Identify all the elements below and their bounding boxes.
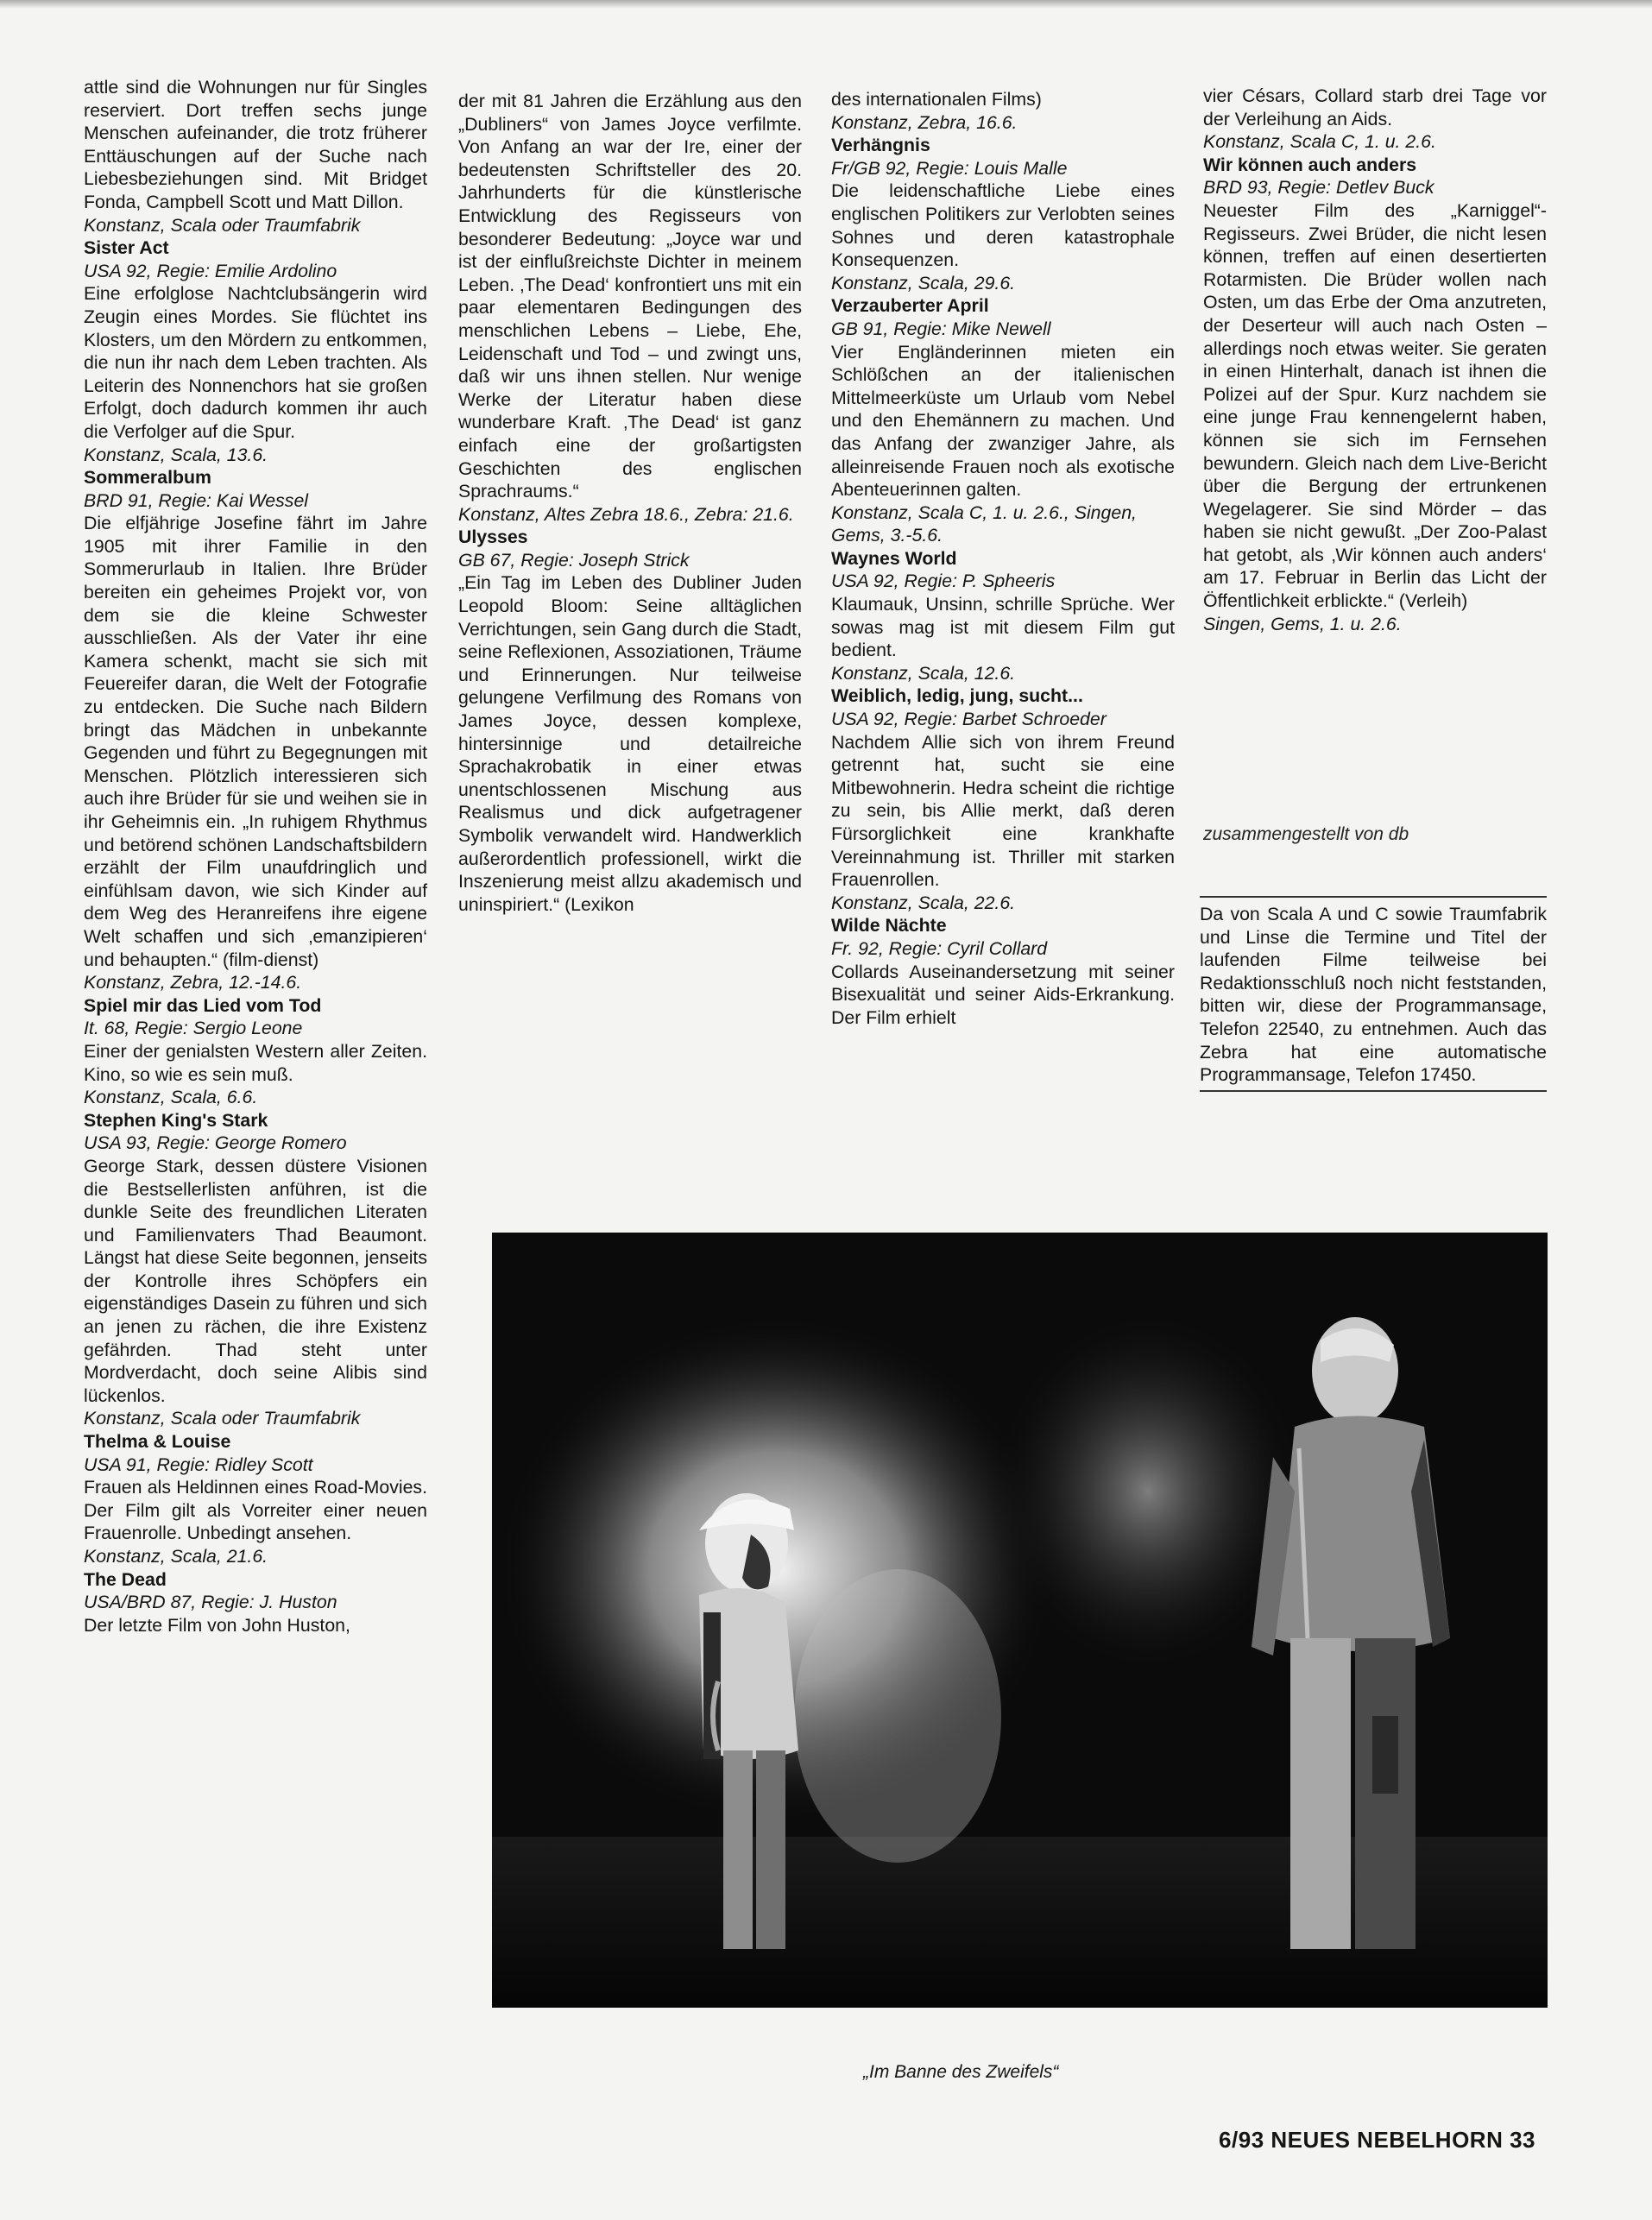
film-meta: BRD 91, Regie: Kai Wessel <box>84 489 309 511</box>
film-venue: Konstanz, Scala, 21.6. <box>84 1546 268 1567</box>
film-description: George Stark, dessen düstere Visionen die Bestsellerlisten anführen, ist die dunkle Seite des freundlichen Literaten und Familienvaters Thad Beaumont. Längst hat diese Seite begonnen, jenseits der Kontrolle ihres Schöpfers ein eigenständiges Dasein zu führen und sich an jenen zu rächen, die ihre Existenz gefährden. Thad steht unter Mordverdacht, doch seine Alibis sind lückenlos. <box>84 1155 427 1406</box>
film-description: Klaumauk, Unsinn, schrille Sprüche. Wer sowas mag ist mit diesem Film gut bedient. <box>831 594 1175 661</box>
film-description: Die leidenschaftliche Liebe eines englischen Politikers zur Verlobten seines Sohnes und deren katastrophale Konsequenzen. <box>831 180 1175 271</box>
film-title: Stephen King's Stark <box>84 1109 268 1131</box>
film-still-photo <box>492 1233 1548 2008</box>
film-venue: Konstanz, Scala, 29.6. <box>831 272 1016 293</box>
film-title: Verhängnis <box>831 135 930 156</box>
film-title: Wilde Nächte <box>831 915 947 937</box>
film-venue: Konstanz, Scala C, 1. u. 2.6., Singen, Gems, 3.-5.6. <box>831 501 1137 546</box>
film-description: Nachdem Allie sich von ihrem Freund getrennt hat, sucht sie eine Mitbewohnerin. Hedra scheint die richtige zu sein, bis Allie merkt, daß deren Fürsorglichkeit eine krankhafte Vereinnahmung ist. Thriller mit starken Frauenrollen. <box>831 731 1175 891</box>
column-2 <box>458 90 802 916</box>
film-title: Sommeralbum <box>84 467 211 489</box>
film-meta: USA 92, Regie: Emilie Ardolino <box>84 260 337 281</box>
film-title: The Dead <box>84 1568 167 1590</box>
film-meta: USA/BRD 87, Regie: J. Huston <box>84 1592 337 1613</box>
film-venue: Konstanz, Scala, 6.6. <box>84 1087 258 1108</box>
film-venue: Singen, Gems, 1. u. 2.6. <box>1203 613 1402 634</box>
program-notice: Da von Scala A und C sowie Traumfabrik und Linse die Termine und Titel der laufenden Filme teilweise bei Redaktionsschluß noch nicht feststanden, bitten wir, diese der Programmansage, Telefon 22540, zu entnehmen. Auch das Zebra hat eine automatische Programmansage, Telefon 17450. <box>1200 896 1547 1092</box>
col3-intro: des internationalen Films) <box>831 89 1042 110</box>
film-title: Wir können auch anders <box>1203 154 1417 175</box>
film-description: Der letzte Film von John Huston, <box>84 1614 350 1636</box>
col4-intro-venue: Konstanz, Scala C, 1. u. 2.6. <box>1203 131 1436 153</box>
film-title: Ulysses <box>458 527 528 548</box>
column-4 <box>1203 85 1547 635</box>
film-description: Collards Auseinandersetzung mit seiner Bisexualität und seiner Aids-Erkrankung. Der Film erhielt <box>831 961 1175 1028</box>
column-3 <box>831 88 1175 1029</box>
film-description: Frauen als Heldinnen eines Road-Movies. Der Film gilt als Vorreiter einer neuen Frauenrolle. Unbedingt ansehen. <box>84 1477 427 1544</box>
film-meta: GB 91, Regie: Mike Newell <box>831 318 1051 339</box>
col2-intro: der mit 81 Jahren die Erzählung aus den „Dubliners“ von James Joyce verfilmte. Von Anfang an war der Ire, einer der bedeutensten Schriftsteller des 20. Jahrhunderts für die künstlerische Entwicklung des Regisseurs von besonderer Bedeutung: „Joyce war und ist der einflußreichste Dichter in meinem Leben. ‚The Dead‘ konfrontiert uns mit ein paar elementaren Bedingungen des menschlichen Lebens – Liebe, Ehe, Leidenschaft und Tod – und zwingt uns, daß wir uns ihnen stellen. Nur wenige Werke der Literatur haben diese wunderbare Kraft. ‚The Dead‘ ist ganz einfach eine der großartigsten Geschichten des englischen Sprachraums.“ <box>458 91 802 502</box>
col2-intro-venue: Konstanz, Altes Zebra 18.6., Zebra: 21.6. <box>458 503 794 525</box>
film-title: Sister Act <box>84 237 169 259</box>
col3-intro-venue: Konstanz, Zebra, 16.6. <box>831 111 1018 133</box>
film-description: Einer der genialsten Western aller Zeiten. Kino, so wie es sein muß. <box>84 1040 427 1085</box>
page-top-edge <box>0 0 1652 9</box>
film-meta: USA 92, Regie: P. Spheeris <box>831 571 1056 592</box>
film-meta: Fr/GB 92, Regie: Louis Malle <box>831 157 1068 179</box>
film-description: Die elfjährige Josefine fährt im Jahre 1905 mit ihrer Familie in den Sommerurlaub in Italien. Ihre Brüder bereiten ein geheimes Projekt vor, von dem sie die kleine Schwester ausschließen. Als der Vater ihr eine Kamera schenkt, macht sie sich mit Feuereifer daran, die Welt der Fotografie zu entdecken. Die Suche nach Bildern bringt das Mädchen in unbekannte Gegenden und führt zu Begegnungen mit Menschen. Plötzlich interessieren sich auch ihre Brüder für sie und weihen sie in ihr Geheimnis ein. „In ruhigem Rhythmus und betörend schönen Landschaftsbildern erzählt der Film unaufdringlich und einfühlsam davon, wie sich Kinder auf dem Weg des Heranreifens ihre eigene Welt schaffen und sich ‚emanzipieren‘ und behaupten.“ (film-dienst) <box>84 513 427 970</box>
film-meta: USA 91, Regie: Ridley Scott <box>84 1454 313 1475</box>
film-title: Verzauberter April <box>831 295 989 317</box>
film-still-image <box>492 1233 1548 2008</box>
film-description: Neuester Film des „Karniggel“-Regisseurs. Zwei Brüder, die nicht lesen können, treffen auf einen desertierten Rotarmisten. Die Brüder wollen nach Osten, um das Erbe der Oma anzutreten, der Deserteur will auch nach Osten – allerdings noch etwas weiter. Sie geraten in einen Hinterhalt, danach ist ihnen die Polizei auf der Spur. Kurz nachdem sie eine junge Frau kennengelernt haben, können sie sich im Fernsehen bewundern. Gleich nach dem Live-Bericht über die Bergung der ertrunkenen Wegelagerer. Sie sind Mörder – das haben sie nicht gewußt. „Der Zoo-Palast hat getobt, als ‚Wir können auch anders‘ am 17. Februar in Berlin das Licht der Öffentlichkeit erblickte.“ (Verleih) <box>1203 199 1547 612</box>
col1-intro-venue: Konstanz, Scala oder Traumfabrik <box>84 214 361 236</box>
film-title: Weiblich, ledig, jung, sucht... <box>831 685 1083 707</box>
column-1 <box>84 76 427 1637</box>
film-meta: GB 67, Regie: Joseph Strick <box>458 549 690 571</box>
film-title: Spiel mir das Lied vom Tod <box>84 994 322 1016</box>
film-description: Eine erfolglose Nachtclubsängerin wird Zeugin eines Mordes. Sie flüchtet ins Klosters, um den Mördern zu entkommen, die nun ihr nach dem Leben trachten. Als Leiterin des Nonnenchors hat sie großen Erfolgt, doch dadurch kommen ihr auch die Verfolger auf die Spur. <box>84 283 427 442</box>
film-title: Waynes World <box>831 547 957 569</box>
page-footer: 6/93 NEUES NEBELHORN 33 <box>1219 2127 1535 2153</box>
col1-intro: attle sind die Wohnungen nur für Singles reserviert. Dort treffen sechs junge Menschen aufeinander, die trotz früherer Enttäuschungen auf der Suche nach Liebesbeziehungen sind. Mit Bridget Fonda, Campbell Scott und Matt Dillon. <box>84 77 427 212</box>
film-meta: USA 92, Regie: Barbet Schroeder <box>831 709 1107 730</box>
film-venue: Konstanz, Scala, 12.6. <box>831 662 1016 684</box>
compiled-by: zusammengestellt von db <box>1203 824 1409 844</box>
photo-caption: „Im Banne des Zweifels“ <box>863 2062 1059 2082</box>
film-meta: BRD 93, Regie: Detlev Buck <box>1203 177 1434 199</box>
film-venue: Konstanz, Scala, 13.6. <box>84 444 268 465</box>
film-meta: Fr. 92, Regie: Cyril Collard <box>831 937 1048 959</box>
film-venue: Konstanz, Zebra, 12.-14.6. <box>84 972 302 993</box>
film-venue: Konstanz, Scala oder Traumfabrik <box>84 1408 361 1429</box>
film-venue: Konstanz, Scala, 22.6. <box>831 892 1016 913</box>
film-description: Vier Engländerinnen mieten ein Schlößchen an der italienischen Mittelmeerküste um Urlaub vom Nebel und den Ehemännern zu machen. Und das Anfang der zwanziger Jahre, als alleinreisende Frauen noch als exotische Abenteuerinnen galten. <box>831 341 1175 501</box>
film-description: „Ein Tag im Leben des Dubliner Juden Leopold Bloom: Seine alltäglichen Verrichtungen, sein Gang durch die Stadt, seine Reflexionen, Assoziationen, Träume und Erinnerungen. Nur teilweise gelungene Verfilmung des Romans von James Joyce, dessen komplexe, hintersinnige und detailreiche Sprachakrobatik in einer etwas unentschlossenen Mischung aus Realismus und dick aufgetragener Symbolik verwandelt wird. Handwerklich außerordentlich professionell, wirkt die Inszenierung meist allzu akademisch und uninspiriert.“ (Lexikon <box>458 572 802 915</box>
film-meta: It. 68, Regie: Sergio Leone <box>84 1018 303 1039</box>
col4-intro: vier Césars, Collard starb drei Tage vor der Verleihung an Aids. <box>1203 85 1547 129</box>
film-title: Thelma & Louise <box>84 1431 231 1453</box>
film-meta: USA 93, Regie: George Romero <box>84 1132 347 1154</box>
